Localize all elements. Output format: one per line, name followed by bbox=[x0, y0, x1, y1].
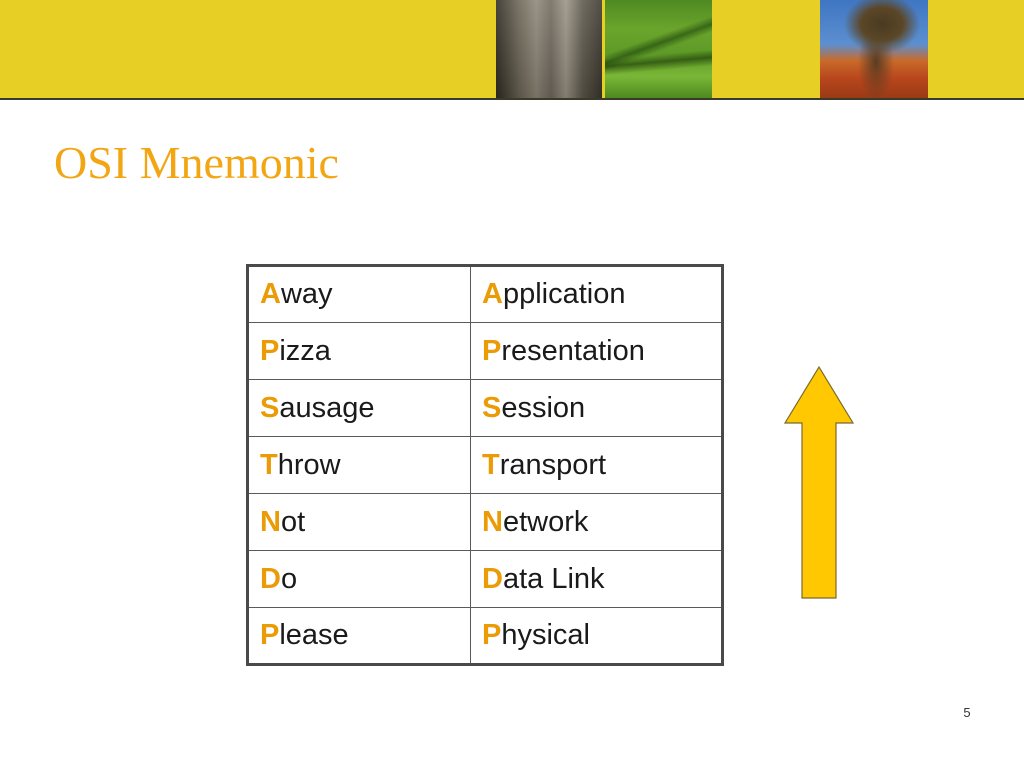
banner-photo-field bbox=[605, 0, 712, 98]
initial-letter: A bbox=[260, 278, 281, 310]
initial-letter: P bbox=[260, 619, 280, 651]
initial-letter: P bbox=[482, 619, 502, 651]
up-arrow-icon bbox=[782, 365, 856, 601]
initial-letter: D bbox=[482, 562, 503, 595]
osi-layer-cell bbox=[471, 608, 723, 665]
initial-letter: N bbox=[260, 505, 281, 538]
initial-letter: P bbox=[260, 334, 280, 367]
layer-name-rest: etwork bbox=[502, 505, 589, 538]
mnemonic-word-cell bbox=[248, 608, 471, 665]
initial-letter: P bbox=[482, 334, 502, 367]
osi-layer-cell bbox=[471, 437, 723, 494]
layer-name-rest: ata Link bbox=[502, 562, 605, 595]
mnemonic-word-rest: ausage bbox=[279, 391, 375, 424]
banner-photo-tree bbox=[820, 0, 928, 98]
mnemonic-word-rest: ot bbox=[280, 505, 306, 538]
mnemonic-word-cell bbox=[248, 266, 471, 323]
initial-letter: S bbox=[482, 391, 502, 424]
osi-layer-cell bbox=[471, 494, 723, 551]
banner-photo-window bbox=[496, 0, 602, 98]
osi-layer-cell bbox=[471, 551, 723, 608]
initial-letter: A bbox=[482, 278, 503, 310]
table-row bbox=[248, 494, 723, 551]
table-row bbox=[248, 437, 723, 494]
mnemonic-word-rest: hrow bbox=[277, 448, 341, 481]
mnemonic-word-rest: o bbox=[280, 562, 298, 595]
osi-layer-cell bbox=[471, 323, 723, 380]
banner-divider bbox=[0, 98, 1024, 100]
mnemonic-word-cell bbox=[248, 494, 471, 551]
mnemonic-word-cell bbox=[248, 380, 471, 437]
initial-letter: S bbox=[260, 391, 280, 424]
layer-name-rest: ession bbox=[501, 391, 586, 424]
initial-letter: N bbox=[482, 505, 503, 538]
mnemonic-word-rest: lease bbox=[279, 619, 349, 651]
initial-letter: T bbox=[260, 448, 278, 481]
layer-name-rest: hysical bbox=[501, 619, 590, 651]
initial-letter: T bbox=[482, 448, 500, 481]
mnemonic-word-cell bbox=[248, 437, 471, 494]
slide-title: OSI Mnemonic bbox=[54, 137, 339, 188]
layer-name-rest: pplication bbox=[502, 278, 626, 310]
table-row bbox=[248, 551, 723, 608]
osi-layer-cell bbox=[471, 380, 723, 437]
mnemonic-word-rest: izza bbox=[279, 334, 331, 367]
layer-name-rest: resentation bbox=[501, 334, 645, 367]
mnemonic-word-cell bbox=[248, 551, 471, 608]
osi-layer-cell bbox=[471, 266, 723, 323]
mnemonic-word-cell bbox=[248, 323, 471, 380]
initial-letter: D bbox=[260, 562, 281, 595]
mnemonic-word-rest: way bbox=[280, 278, 333, 310]
table-row bbox=[248, 608, 723, 665]
page-number: 5 bbox=[963, 705, 971, 720]
mnemonic-table bbox=[246, 264, 724, 666]
table-row bbox=[248, 380, 723, 437]
layer-name-rest: ransport bbox=[499, 448, 607, 481]
table-row bbox=[248, 323, 723, 380]
table-row bbox=[248, 266, 723, 323]
